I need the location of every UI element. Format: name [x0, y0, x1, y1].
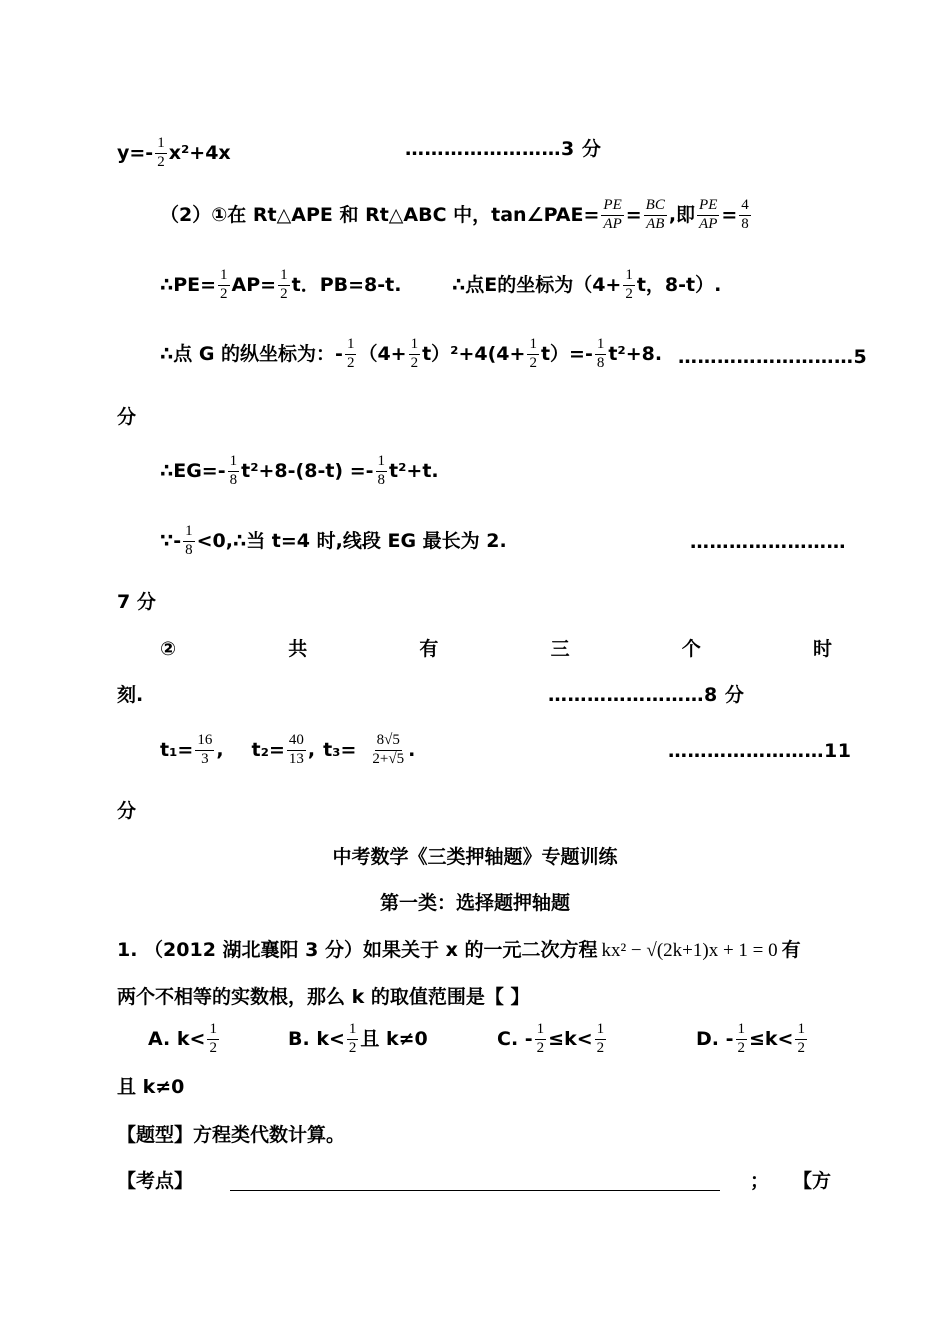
numerator: 1 — [623, 268, 635, 286]
fraction — [347, 1022, 359, 1057]
denominator: AP — [699, 215, 718, 232]
numerator: 1 — [595, 1022, 607, 1040]
numerator: 1 — [228, 454, 240, 472]
numerator: 1 — [736, 1022, 748, 1040]
fraction — [535, 1022, 547, 1057]
denominator: 2 — [536, 1039, 545, 1056]
score-marker-3: ……………………3 分 — [405, 138, 602, 160]
text: t₃= — [323, 738, 357, 761]
eq-line-3b — [452, 268, 721, 303]
text: ≤k< — [749, 1027, 794, 1050]
text: <0,∴当 t=4 时,线段 EG 最长为 2. — [196, 529, 507, 552]
score-marker-5: ………………………5 — [678, 346, 868, 368]
fraction — [644, 198, 667, 233]
numerator: BC — [644, 198, 667, 216]
text: 有 — [781, 939, 801, 961]
denominator: 2 — [737, 1039, 745, 1056]
text: ∴点E的坐标为（4+ — [452, 273, 622, 296]
text: y=- — [117, 141, 154, 164]
denominator: 2 — [157, 153, 165, 170]
numerator: 1 — [278, 268, 290, 286]
numerator: 16 — [195, 733, 214, 751]
eq-line-8: t₁= $\frac{16}{3}$ , t₂= $\frac{40}{13}$ , t₃= $\frac{8√5}{2+√5}$ . — [160, 732, 416, 767]
text: A. k< — [148, 1027, 206, 1050]
text: ≤k< — [548, 1027, 593, 1050]
option-d-tail: 且 k≠0 — [117, 1076, 185, 1098]
text: （2）①在 Rt△APE 和 Rt△ABC 中，tan∠PAE= — [160, 203, 600, 226]
denominator: 2 — [280, 285, 288, 302]
eq-line-4 — [160, 337, 662, 372]
denominator: 8 — [185, 541, 193, 558]
option-b[interactable] — [288, 1022, 428, 1057]
eq-line-2 — [160, 198, 753, 233]
score-unit: 7 分 — [117, 591, 156, 613]
score-unit: 分 — [117, 406, 137, 428]
eq-line-1 — [117, 136, 231, 171]
option-c[interactable] — [497, 1022, 608, 1057]
numerator: 1 — [347, 1022, 359, 1040]
equation: kx² − √(2k+1)x + 1 = 0 — [601, 940, 778, 961]
numerator: 40 — [287, 733, 306, 751]
text: （4+ — [358, 342, 407, 365]
eq-line-3 — [160, 268, 401, 303]
char: 个 — [681, 638, 701, 660]
text: t）²+4(4+ — [422, 342, 526, 365]
text: t，8-t）. — [636, 273, 722, 296]
fraction — [409, 337, 421, 372]
text: t²+t. — [389, 459, 439, 482]
numerator: PE — [697, 198, 719, 216]
section-title: 中考数学《三类押轴题》专题训练 — [332, 846, 618, 868]
fraction — [527, 337, 539, 372]
numerator: 1 — [183, 524, 195, 542]
fraction — [370, 733, 406, 768]
numerator: 1 — [376, 454, 388, 472]
denominator: 2 — [596, 1039, 605, 1056]
denominator: 2 — [348, 1039, 357, 1056]
text: t．PB=8-t. — [291, 273, 402, 296]
denominator: 2 — [220, 285, 228, 302]
text: x²+4x — [168, 141, 231, 164]
fraction — [278, 268, 290, 303]
text: ∵- — [160, 529, 182, 552]
char: 三 — [550, 638, 570, 660]
text: t₂= — [251, 738, 285, 761]
text: = — [625, 203, 642, 226]
text: 且 k≠0 — [360, 1027, 428, 1050]
denominator: 8 — [377, 471, 386, 488]
denominator: 2 — [209, 1039, 217, 1056]
fraction — [697, 198, 719, 233]
text: C. - — [497, 1027, 533, 1050]
text: = — [721, 203, 738, 226]
fraction — [376, 454, 388, 489]
fraction — [739, 198, 751, 233]
fraction — [195, 733, 214, 768]
score-marker-7: …………………… — [690, 531, 846, 553]
text: AP= — [231, 273, 277, 296]
eq-line-6 — [160, 524, 507, 559]
eq-line-5 — [160, 454, 439, 489]
numerator: PE — [601, 198, 623, 216]
text: ∴EG=- — [160, 459, 226, 482]
fraction — [601, 198, 623, 233]
kaodian-label: 【考点】 — [117, 1170, 194, 1192]
numerator: 1 — [535, 1022, 547, 1040]
text: . — [408, 738, 416, 761]
fraction — [623, 268, 635, 303]
text: 1. （2012 湖北襄阳 3 分）如果关于 x 的一元二次方程 — [117, 939, 598, 961]
fraction — [736, 1022, 748, 1057]
subsection-title: 第一类：选择题押轴题 — [379, 892, 570, 914]
numerator: 1 — [795, 1022, 807, 1040]
char: 共 — [288, 638, 308, 660]
text: D. - — [696, 1027, 734, 1050]
numerator: 1 — [527, 337, 539, 355]
fraction — [795, 1022, 807, 1057]
denominator: 2 — [346, 354, 355, 371]
fraction — [207, 1022, 219, 1057]
denominator: 2 — [625, 285, 633, 302]
question-1-line-1 — [117, 941, 801, 960]
numerator: 1 — [218, 268, 230, 286]
question-1-line-2: 两个不相等的实数根，那么 k 的取值范围是【 】 — [117, 986, 530, 1008]
fraction — [287, 733, 306, 768]
fraction — [183, 524, 195, 559]
numerator: 4 — [739, 198, 751, 216]
fraction — [155, 136, 167, 171]
text: t²+8. — [608, 342, 663, 365]
text: t²+8-(8-t) =- — [241, 459, 374, 482]
denominator: AB — [646, 215, 665, 232]
fraction — [345, 337, 357, 372]
denominator: 3 — [201, 750, 209, 767]
next-label: 【方 — [793, 1170, 832, 1192]
fraction — [595, 337, 607, 372]
fraction — [595, 1022, 607, 1057]
fraction — [218, 268, 230, 303]
numerator: 1 — [207, 1022, 219, 1040]
numerator: 1 — [409, 337, 421, 355]
score-marker-11: ……………………11 — [668, 740, 852, 762]
text: t₁= — [160, 738, 194, 761]
text: B. k< — [288, 1027, 345, 1050]
denominator: 2+√5 — [372, 750, 405, 767]
line-7-tail: 刻. — [117, 684, 144, 706]
answer-blank[interactable] — [230, 1190, 720, 1191]
denominator: 8 — [741, 215, 749, 232]
option-a[interactable] — [148, 1022, 221, 1057]
denominator: 8 — [596, 354, 605, 371]
eq-line-7 — [160, 640, 832, 659]
option-d[interactable] — [696, 1022, 809, 1057]
numerator: 1 — [345, 337, 357, 355]
numerator: 1 — [155, 136, 167, 154]
text: ∴PE= — [160, 273, 217, 296]
char: 时 — [812, 638, 832, 660]
separator: ； — [750, 1170, 770, 1192]
numerator: 1 — [595, 337, 607, 355]
question-type: 【题型】方程类代数计算。 — [117, 1124, 346, 1146]
denominator: 2 — [410, 354, 419, 371]
char: ② — [160, 638, 177, 660]
denominator: 2 — [529, 354, 537, 371]
score-unit: 分 — [117, 800, 137, 822]
numerator: 8√5 — [375, 733, 402, 751]
denominator: 8 — [229, 471, 238, 488]
text: ∴点 G 的纵坐标为：- — [160, 342, 343, 365]
denominator: 13 — [288, 750, 304, 767]
text: ,即 — [668, 203, 696, 226]
fraction — [228, 454, 240, 489]
text: t）=- — [540, 342, 593, 365]
denominator: 2 — [797, 1039, 805, 1056]
score-marker-8: ……………………8 分 — [548, 684, 745, 706]
char: 有 — [419, 638, 439, 660]
denominator: AP — [603, 215, 622, 232]
